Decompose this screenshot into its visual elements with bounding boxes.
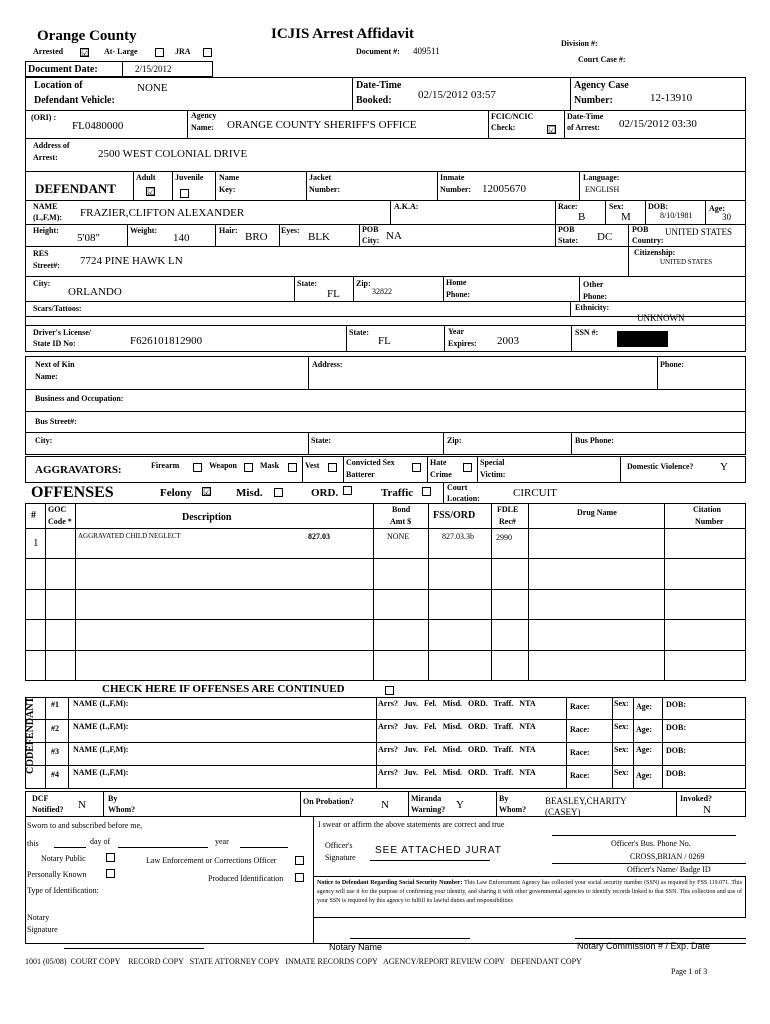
pob-city-value: NA	[386, 230, 402, 242]
dcf-notified-label-2: Notified?	[32, 805, 64, 814]
defendant-name-value: FRAZIER,CLIFTON ALEXANDER	[80, 207, 245, 219]
codefendant-num-4: #4	[51, 770, 59, 779]
kin-address-label: Address:	[312, 360, 343, 369]
inmate-number-value: 12005670	[482, 183, 526, 195]
officer-bus-phone-label: Officer's Bus. Phone No.	[611, 839, 691, 848]
misd-checkbox[interactable]	[274, 488, 283, 497]
special-victim-label-2: Victim:	[480, 470, 506, 479]
offense-row-fdle: 2990	[496, 533, 512, 542]
misd-label: Misd.	[236, 487, 263, 499]
location-label: Location of	[34, 80, 83, 91]
notary-name-label: Notary Name	[329, 942, 383, 952]
drivers-license-value: F626101812900	[130, 335, 203, 347]
division-label: Division #:	[561, 39, 598, 48]
offenses-continued-checkbox[interactable]	[385, 686, 394, 695]
codefendant-age-3: Age:	[636, 745, 652, 754]
col-fdle-header-2: Rec#	[499, 517, 516, 526]
pob-state-label: POB	[558, 225, 575, 234]
codefendant-sex-1: Sex:	[614, 699, 629, 708]
name-label-2: (L,F,M):	[33, 213, 63, 222]
jacket-label: Jacket	[309, 173, 332, 182]
firearm-label: Firearm	[151, 461, 180, 470]
codefendant-sex-3: Sex:	[614, 745, 629, 754]
state-value: FL	[327, 288, 340, 300]
res-street-label-2: Street#:	[33, 261, 60, 270]
probation-value: N	[381, 799, 389, 811]
miranda-value: Y	[456, 799, 464, 811]
codefendant-age-2: Age:	[636, 725, 652, 734]
language-value: ENGLISH	[585, 185, 620, 194]
col-bond-header-2: Amt $	[390, 517, 412, 526]
ssn-redaction	[617, 331, 668, 347]
officer-signature-label: Officer's	[325, 841, 353, 850]
dcf-notified-value: N	[78, 799, 86, 811]
codefendant-dob-3: DOB:	[666, 746, 686, 755]
weight-label: Weight:	[130, 226, 158, 235]
court-location-label-2: Location:	[447, 494, 480, 503]
weapon-checkbox[interactable]	[244, 463, 253, 472]
form-title: ICJIS Arrest Affidavit	[271, 26, 415, 42]
special-victim-label: Special	[480, 458, 505, 467]
col-description-header: Description	[182, 512, 232, 523]
language-label: Language:	[583, 173, 620, 182]
document-date-value: 2/15/2012	[135, 64, 172, 74]
col-citation-header-2: Number	[695, 517, 724, 526]
offense-row-number: 1	[33, 537, 39, 549]
ori-label: (ORI) :	[31, 113, 57, 122]
col-goc-header-2: Code *	[48, 517, 72, 526]
agency-case-label-2: Number:	[574, 95, 613, 106]
aggravators-heading: AGGRAVATORS:	[35, 464, 122, 476]
col-citation-header: Citation	[693, 505, 721, 514]
codefendant-name-2: NAME (L,F,M):	[73, 722, 129, 731]
next-of-kin-block	[25, 356, 746, 455]
sex-value: M	[621, 211, 631, 223]
court-case-label: Court Case #:	[578, 55, 626, 64]
dcf-by-whom-label-2: Whom?	[108, 805, 136, 814]
height-label: Height:	[33, 226, 59, 235]
zip-value: 32822	[372, 287, 392, 296]
officer-name-label: Officer's Name/ Badge ID	[627, 865, 711, 874]
miranda-by-whom-label: By	[499, 794, 509, 803]
notary-commission-label: Notary Commission # / Exp. Date	[577, 941, 711, 951]
ssn-label: SSN #:	[575, 328, 599, 337]
col-number-header: #	[31, 510, 36, 521]
fcic-label-2: Check:	[491, 123, 516, 132]
codefendant-flags-4: Arrs? Juv. Fel. Misd. ORD. Traff. NTA	[378, 768, 536, 777]
copy-distribution-line: 1001 (05/08) COURT COPY RECORD COPY STATE ATTORNEY COPY INMATE RECORDS COPY AGENCY/REPORT REVIEW COPY DEFENDANT COPY	[25, 957, 582, 966]
year-expires-label-2: Expires:	[448, 339, 477, 348]
codefendant-dob-2: DOB:	[666, 723, 686, 732]
pob-country-label: POB	[632, 225, 649, 234]
notary-signature-label-2: Signature	[27, 925, 58, 934]
county-name: Orange County	[37, 28, 137, 44]
hate-crime-checkbox[interactable]	[463, 463, 472, 472]
col-goc-header: GOC	[48, 505, 67, 514]
drivers-license-label-2: State ID No:	[33, 339, 76, 348]
domestic-violence-value: Y	[720, 461, 728, 473]
miranda-label: Miranda	[411, 794, 442, 803]
codefendant-flags-2: Arrs? Juv. Fel. Misd. ORD. Traff. NTA	[378, 722, 536, 731]
bus-state-label: State:	[311, 436, 331, 445]
sworn-text: Sworn to and subscribed before me,	[27, 821, 143, 830]
agency-name-label: Agency	[191, 111, 217, 120]
mask-label: Mask	[260, 461, 280, 470]
res-street-label: RES	[33, 249, 49, 258]
document-number-value: 409511	[413, 46, 440, 56]
race-label: Race:	[558, 202, 578, 211]
state-label: State:	[297, 279, 317, 288]
codefendant-dob-4: DOB:	[666, 769, 686, 778]
hair-label: Hair:	[219, 226, 238, 235]
document-number-label: Document #:	[356, 47, 400, 56]
datetime-booked-label-2: Booked:	[356, 95, 392, 106]
produced-id-checkbox[interactable]	[295, 873, 304, 882]
codefendant-name-3: NAME (L,F,M):	[73, 745, 129, 754]
agency-case-label: Agency Case	[574, 80, 629, 91]
address-of-arrest-label: Address of	[33, 141, 70, 150]
miranda-by-whom-value-2: (CASEY)	[545, 807, 581, 817]
fcic-checkbox[interactable]: ☑	[548, 125, 557, 135]
convicted-sex-checkbox[interactable]	[412, 463, 421, 472]
arrest-datetime-value: 02/15/2012 03:30	[619, 118, 697, 130]
court-location-value: CIRCUIT	[513, 487, 557, 499]
ord-checkbox[interactable]	[343, 486, 352, 495]
domestic-violence-label: Domestic Violence?	[627, 462, 694, 471]
vehicle-label: Defendant Vehicle:	[34, 95, 115, 106]
col-fss-header: FSS/ORD	[433, 510, 476, 521]
notary-public-checkbox[interactable]	[106, 853, 115, 862]
home-phone-label: Home	[446, 278, 467, 287]
firearm-checkbox[interactable]	[193, 463, 202, 472]
codefendant-age-4: Age:	[636, 771, 652, 780]
codefendant-sex-2: Sex:	[614, 722, 629, 731]
scars-tattoos-label: Scars/Tattoos:	[33, 304, 82, 313]
page-number: Page 1 of 3	[671, 967, 708, 976]
pob-state-value: DC	[597, 231, 613, 243]
dob-label: DOB:	[648, 202, 668, 211]
hate-crime-label: Hate	[430, 458, 447, 467]
inmate-label-2: Number:	[440, 185, 472, 194]
invoked-label: Invoked?	[680, 794, 713, 803]
jra-label: JRA	[175, 47, 191, 56]
year-expires-value: 2003	[497, 335, 519, 347]
eyes-label: Eyes:	[281, 226, 300, 235]
vest-checkbox[interactable]	[328, 463, 337, 472]
dl-state-value: FL	[378, 335, 391, 347]
kin-phone-label: Phone:	[660, 360, 684, 369]
age-value: 30	[722, 212, 731, 222]
weapon-label: Weapon	[209, 461, 238, 470]
codefendant-num-2: #2	[51, 724, 59, 733]
bus-phone-label: Bus Phone:	[575, 436, 614, 445]
codefendant-age-1: Age:	[636, 702, 652, 711]
offense-row-bond: NONE	[387, 532, 410, 541]
ssn-notice-text: Notice to Defendant Regarding Social Security Number: This Law Enforcement Agency has collected your social security number (SSN) as required by FSS 119.071. This agency will use it for the purpose of confirming your identity, and sharing it with other governmental agencies to identify records linked to that SSN. This collection and use of your SSN is required by this agency to fulfill its lawful duties and responsibilities	[317, 880, 742, 904]
officer-name-value: CROSS,BRIAN / 0269	[630, 852, 705, 861]
miranda-label-2: Warning?	[411, 805, 446, 814]
next-of-kin-label-2: Name:	[35, 372, 58, 381]
codefendant-side-label: CODEFENDANT	[25, 696, 36, 774]
notary-signature-label: Notary	[27, 913, 50, 922]
arrest-datetime-label: Date-Time	[567, 112, 604, 121]
see-attached-jurat: SEE ATTACHED JURAT	[375, 845, 502, 856]
codefendant-race-4: Race:	[570, 771, 590, 780]
felony-label: Felony	[160, 487, 192, 499]
juvenile-checkbox[interactable]	[180, 189, 189, 198]
swear-affirm-text: I swear or affirm the above statements are correct and true	[318, 820, 505, 829]
mask-checkbox[interactable]	[288, 463, 297, 472]
codefendant-flags-1: Arrs? Juv. Fel. Misd. ORD. Traff. NTA	[378, 699, 536, 708]
codefendant-num-1: #1	[51, 700, 59, 709]
probation-label: On Probation?	[303, 797, 354, 806]
name-label: NAME	[33, 202, 58, 211]
at-large-label: At- Large	[104, 47, 138, 56]
offense-row-description: AGGRAVATED CHILD NEGLECT	[78, 532, 181, 540]
codefendant-num-3: #3	[51, 747, 59, 756]
next-of-kin-label: Next of Kin	[35, 360, 75, 369]
felony-checkbox[interactable]: ☑	[203, 487, 212, 497]
drivers-license-label: Driver's License/	[33, 328, 91, 337]
agency-case-value: 12-13910	[650, 92, 693, 104]
business-occupation-label: Business and Occupation:	[35, 394, 124, 403]
agency-name-value: ORANGE COUNTY SHERIFF'S OFFICE	[227, 119, 417, 131]
dl-state-label: State:	[349, 328, 369, 337]
at-large-checkbox[interactable]	[155, 48, 164, 57]
datetime-booked-label: Date-Time	[356, 80, 402, 91]
law-enforcement-checkbox[interactable]	[295, 856, 304, 865]
invoked-value: N	[703, 804, 711, 816]
col-drug-header: Drug Name	[577, 508, 617, 517]
ethnicity-label: Ethnicity:	[575, 303, 610, 312]
other-phone-label: Other	[583, 280, 604, 289]
vest-label: Vest	[305, 461, 320, 470]
pob-country-label-2: Country:	[632, 236, 664, 245]
res-street-value: 7724 PINE HAWK LN	[80, 255, 183, 267]
bus-street-label: Bus Street#:	[35, 417, 77, 426]
eyes-value: BLK	[308, 231, 330, 243]
miranda-by-whom-value: BEASLEY,CHARITY	[545, 796, 627, 806]
arrested-checkbox[interactable]: ☑	[81, 48, 90, 58]
pob-city-label-2: City:	[362, 236, 380, 245]
codefendant-race-1: Race:	[570, 702, 590, 711]
address-of-arrest-label-2: Arrest:	[33, 153, 58, 162]
convicted-sex-label-2: Batterer	[346, 470, 375, 479]
bus-zip-label: Zip:	[447, 436, 462, 445]
citizenship-value: UNITED STATES	[660, 258, 713, 266]
datetime-booked-value: 02/15/2012 03:57	[418, 89, 496, 101]
ethnicity-value: UNKNOWN	[637, 313, 685, 323]
codefendant-name-4: NAME (L,F,M):	[73, 768, 129, 777]
aka-label: A.K.A:	[394, 202, 419, 211]
year-label: year	[215, 837, 229, 846]
jra-checkbox[interactable]	[203, 48, 212, 57]
defendant-heading: DEFENDANT	[35, 181, 116, 196]
codefendant-dob-1: DOB:	[666, 700, 686, 709]
location-value: NONE	[137, 82, 168, 94]
codefendant-name-1: NAME (L,F,M):	[73, 699, 129, 708]
col-bond-header: Bond	[392, 505, 411, 514]
hate-crime-label-2: Crime	[430, 470, 452, 479]
notary-public-label: Notary Public	[41, 854, 86, 863]
weight-value: 140	[173, 232, 190, 244]
city-value: ORLANDO	[68, 286, 122, 298]
juvenile-label: Juvenile	[175, 173, 204, 182]
pob-country-value: UNITED STATES	[665, 227, 733, 237]
hair-value: BRO	[245, 231, 268, 243]
name-key-label: Name	[219, 173, 239, 182]
offenses-table	[25, 503, 746, 681]
pob-city-label: POB	[362, 225, 379, 234]
codefendant-race-2: Race:	[570, 725, 590, 734]
personally-known-label: Personally Known	[27, 870, 87, 879]
city-label: City:	[33, 279, 51, 288]
height-value: 5'08"	[77, 232, 100, 244]
traffic-checkbox[interactable]	[422, 487, 431, 496]
sex-label: Sex:	[609, 202, 624, 211]
adult-label: Adult	[136, 173, 156, 182]
zip-label: Zip:	[356, 279, 371, 288]
home-phone-label-2: Phone:	[446, 290, 470, 299]
address-of-arrest-value: 2500 WEST COLONIAL DRIVE	[98, 148, 248, 160]
offenses-continued-label: CHECK HERE IF OFFENSES ARE CONTINUED	[102, 683, 345, 695]
offenses-heading: OFFENSES	[31, 484, 114, 501]
adult-checkbox[interactable]: ☑	[147, 187, 156, 197]
codefendant-race-3: Race:	[570, 748, 590, 757]
citizenship-label: Citizenship:	[634, 248, 676, 257]
codefendant-sex-4: Sex:	[614, 768, 629, 777]
fcic-label: FCIC/NCIC	[491, 112, 534, 121]
other-phone-label-2: Phone:	[583, 292, 607, 301]
day-of-label: day of	[90, 837, 111, 846]
year-expires-label: Year	[448, 327, 464, 336]
ori-value: FL0480000	[72, 120, 124, 132]
produced-id-label: Produced Identification	[208, 874, 284, 883]
officer-signature-label-2: Signature	[325, 853, 356, 862]
race-value: B	[578, 211, 586, 223]
inmate-label: Inmate	[440, 173, 465, 182]
type-of-id-label: Type of Identification:	[27, 886, 99, 895]
pob-state-label-2: State:	[558, 236, 578, 245]
dcf-by-whom-label: By	[108, 794, 118, 803]
miranda-by-whom-label-2: Whom?	[499, 805, 527, 814]
codefendant-flags-3: Arrs? Juv. Fel. Misd. ORD. Traff. NTA	[378, 745, 536, 754]
law-enforcement-label: Law Enforcement or Corrections Officer	[146, 856, 277, 865]
agency-name-label-2: Name:	[191, 123, 214, 132]
dob-value: 8/10/1981	[660, 211, 693, 220]
col-fdle-header: FDLE	[497, 505, 519, 514]
traffic-label: Traffic	[381, 487, 414, 499]
ord-label: ORD.	[311, 487, 339, 499]
age-label: Age:	[709, 204, 725, 213]
personally-known-checkbox[interactable]	[106, 869, 115, 878]
arrested-label: Arrested	[33, 47, 64, 56]
bus-city-label: City:	[35, 436, 53, 445]
this-label: this	[27, 839, 39, 848]
dcf-notified-label: DCF	[32, 794, 49, 803]
convicted-sex-label: Convicted Sex	[346, 458, 395, 467]
court-location-label: Court	[447, 483, 468, 492]
jacket-label-2: Number:	[309, 185, 341, 194]
arrest-datetime-label-2: of Arrest:	[567, 123, 600, 132]
offense-row-fss: 827.03.3b	[442, 532, 474, 541]
offense-row-code: 827.03	[308, 532, 330, 541]
name-key-label-2: Key:	[219, 185, 236, 194]
document-date-label: Document Date:	[28, 64, 98, 75]
